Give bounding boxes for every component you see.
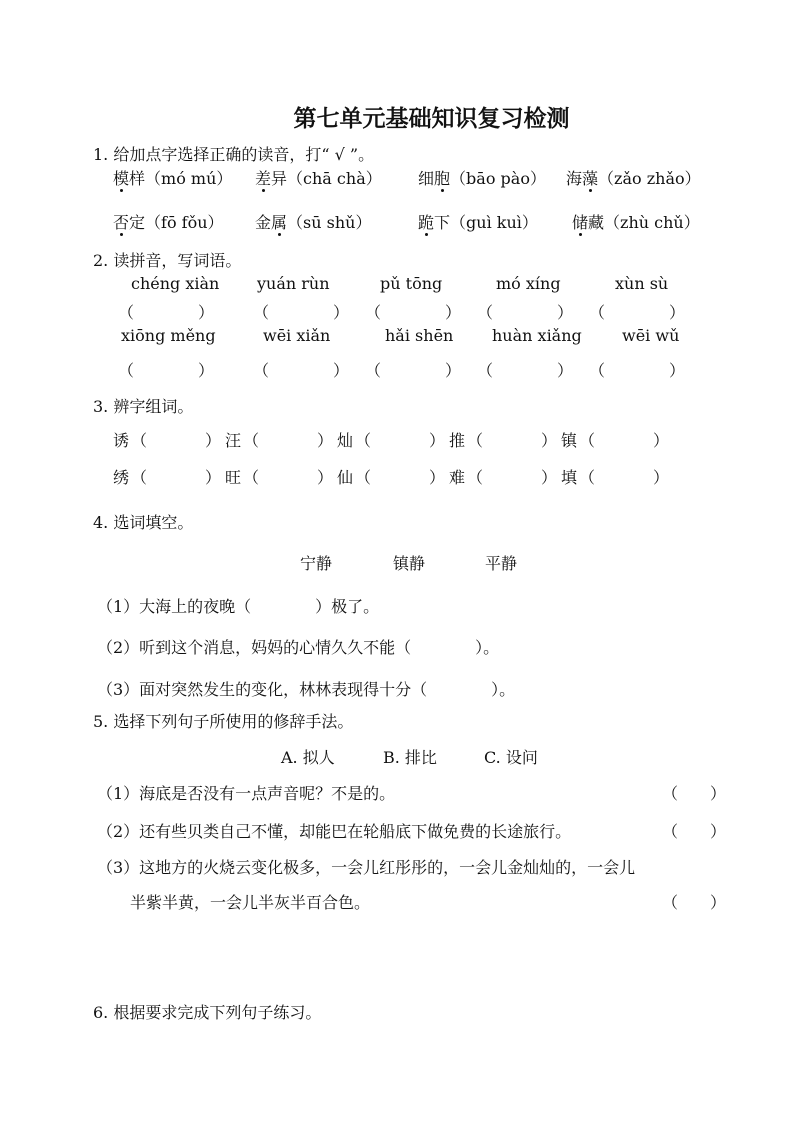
q1-item: 海藻（zǎo zhǎo） xyxy=(566,166,701,189)
q1-dotted-char: 藻 xyxy=(582,166,598,189)
q1-row-2 xyxy=(0,210,793,232)
q3-char: 旺 xyxy=(225,468,242,487)
q1-item: 细胞（bāo pào） xyxy=(418,166,546,189)
q2-pinyin: xiōng měng xyxy=(121,326,216,345)
answer-blank-open[interactable]: （ xyxy=(579,431,596,450)
q5-options xyxy=(0,745,793,767)
q3-row-2 xyxy=(0,465,793,487)
q2-pinyin: chéng xiàn xyxy=(131,274,220,293)
answer-blank[interactable]: （ ） xyxy=(477,303,574,322)
answer-blank[interactable]: （ ） xyxy=(365,361,462,380)
q4-sentence-1: （1）大海上的夜晚（ ）极了。 xyxy=(97,597,380,616)
q1-dotted-char: 储 xyxy=(572,210,588,233)
q3-char: 镇 xyxy=(561,431,578,450)
q4-sentence-2: （2）听到这个消息，妈妈的心情久久不能（ ）。 xyxy=(97,638,500,657)
answer-blank-open[interactable]: （ xyxy=(131,468,148,487)
answer-blank-close: ） xyxy=(653,431,670,450)
q1-dotted-char: 差 xyxy=(255,166,271,189)
q5-sentence-2: （2）还有些贝类自己不懂，却能巴在轮船底下做免费的长途旅行。 xyxy=(97,822,572,841)
q1-item: 金属（sū shǔ） xyxy=(255,210,371,233)
q5-option-a: A. 拟人 xyxy=(281,748,335,767)
answer-blank-close: ） xyxy=(429,468,446,487)
q6-heading: 6. 根据要求完成下列句子练习。 xyxy=(93,1003,322,1022)
answer-blank-open[interactable]: （ xyxy=(467,431,484,450)
q1-item: 储藏（zhù chǔ） xyxy=(572,210,700,233)
answer-blank-open[interactable]: （ xyxy=(467,468,484,487)
answer-blank-close: ） xyxy=(541,431,558,450)
q1-item: 差异（chā chà） xyxy=(255,166,382,189)
answer-blank[interactable]: （ ） xyxy=(477,361,574,380)
q3-char: 仙 xyxy=(337,468,354,487)
q2-pinyin-row-2 xyxy=(0,326,793,348)
q2-blank-row-1 xyxy=(0,300,793,322)
q3-char: 填 xyxy=(561,468,578,487)
q1-dotted-char: 模 xyxy=(113,166,129,189)
q1-item: 模样（mó mú） xyxy=(113,166,232,189)
answer-blank[interactable]: （ ） xyxy=(589,303,686,322)
answer-blank-close: ） xyxy=(429,431,446,450)
answer-blank[interactable]: （ ） xyxy=(118,361,215,380)
q3-row-1 xyxy=(0,428,793,450)
q4-heading: 4. 选词填空。 xyxy=(93,513,194,532)
answer-blank-open[interactable]: （ xyxy=(355,431,372,450)
q4-option: 宁静 xyxy=(300,554,333,573)
q1-heading: 1. 给加点字选择正确的读音，打“ √ ”。 xyxy=(93,145,375,164)
q2-heading: 2. 读拼音，写词语。 xyxy=(93,251,242,270)
q5-option-c: C. 设问 xyxy=(484,748,538,767)
answer-blank-close: ） xyxy=(653,468,670,487)
q2-blank-row-2 xyxy=(0,358,793,380)
q5-sentence-3-continued: 半紫半黄，一会儿半灰半百合色。 xyxy=(130,893,371,912)
q1-dotted-char: 属 xyxy=(271,210,287,233)
q5-sentence-3: （3）这地方的火烧云变化极多，一会儿红彤彤的，一会儿金灿灿的，一会儿 xyxy=(97,858,636,877)
q2-pinyin: yuán rùn xyxy=(257,274,330,293)
answer-blank[interactable]: （ ） xyxy=(253,303,350,322)
q4-word-options xyxy=(0,551,793,573)
q2-pinyin: huàn xiǎng xyxy=(492,326,582,345)
q3-char: 汪 xyxy=(225,431,242,450)
answer-blank-close: ） xyxy=(205,431,222,450)
q1-row-1 xyxy=(0,166,793,188)
answer-blank-close: ） xyxy=(541,468,558,487)
answer-blank-open[interactable]: （ xyxy=(243,468,260,487)
q5-heading: 5. 选择下列句子所使用的修辞手法。 xyxy=(93,712,354,731)
q3-heading: 3. 辨字组词。 xyxy=(93,397,194,416)
answer-blank[interactable]: （ ） xyxy=(365,303,462,322)
answer-box[interactable]: （ ） xyxy=(662,822,727,841)
q2-pinyin: wēi xiǎn xyxy=(263,326,331,345)
q2-pinyin: xùn sù xyxy=(615,274,669,293)
answer-blank-close: ） xyxy=(205,468,222,487)
answer-blank[interactable]: （ ） xyxy=(118,303,215,322)
q5-option-b: B. 排比 xyxy=(383,748,437,767)
q1-dotted-char: 胞 xyxy=(434,166,450,189)
answer-blank-close: ） xyxy=(317,468,334,487)
q2-pinyin: pǔ tōng xyxy=(380,274,443,293)
q3-char: 推 xyxy=(449,431,466,450)
q4-option: 镇静 xyxy=(393,554,426,573)
answer-box[interactable]: （ ） xyxy=(662,784,727,803)
answer-blank-open[interactable]: （ xyxy=(243,431,260,450)
q1-dotted-char: 跪 xyxy=(418,210,434,233)
q3-char: 诱 xyxy=(113,431,130,450)
q3-char: 难 xyxy=(449,468,466,487)
q2-pinyin: wēi wǔ xyxy=(622,326,680,345)
q1-item: 跪下（guì kuì） xyxy=(418,210,538,233)
answer-box[interactable]: （ ） xyxy=(662,893,727,912)
answer-blank-open[interactable]: （ xyxy=(579,468,596,487)
answer-blank-open[interactable]: （ xyxy=(355,468,372,487)
q3-char: 灿 xyxy=(337,431,354,450)
q5-sentence-1: （1）海底是否没有一点声音呢？不是的。 xyxy=(97,784,396,803)
q2-pinyin: hǎi shēn xyxy=(385,326,454,345)
answer-blank-close: ） xyxy=(317,431,334,450)
page-title: 第七单元基础知识复习检测 xyxy=(293,105,570,132)
q1-dotted-char: 否 xyxy=(113,210,129,233)
answer-blank[interactable]: （ ） xyxy=(253,361,350,380)
q1-item: 否定（fō fǒu） xyxy=(113,210,224,233)
q2-pinyin: mó xíng xyxy=(496,274,561,293)
q4-option: 平静 xyxy=(485,554,518,573)
answer-blank-open[interactable]: （ xyxy=(131,431,148,450)
q2-pinyin-row-1 xyxy=(0,274,793,296)
q3-char: 绣 xyxy=(113,468,130,487)
answer-blank[interactable]: （ ） xyxy=(589,361,686,380)
q4-sentence-3: （3）面对突然发生的变化，林林表现得十分（ ）。 xyxy=(97,680,516,699)
